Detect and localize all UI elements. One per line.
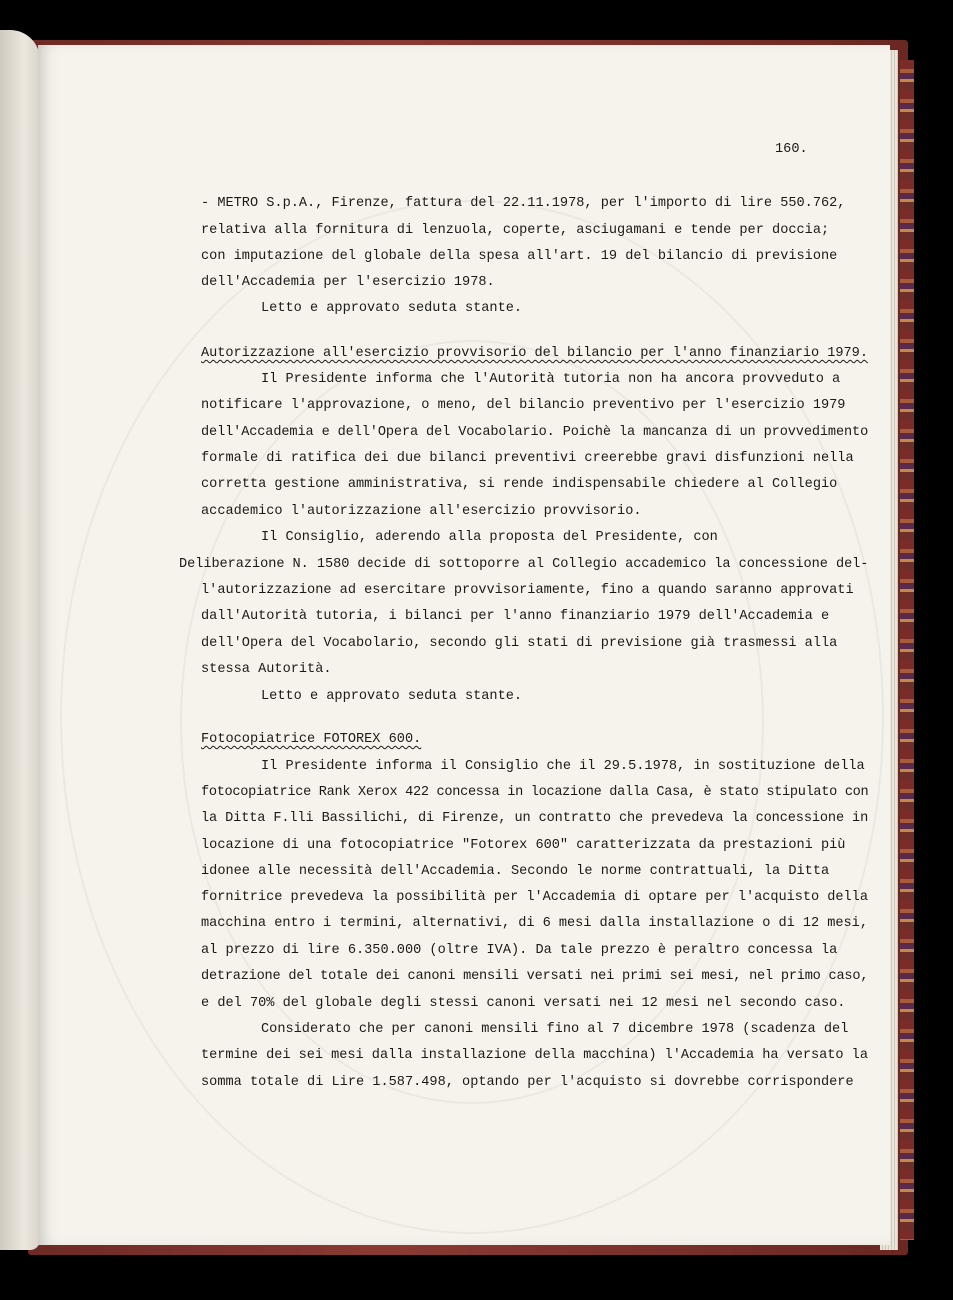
autorizzazione-line-1: Il Presidente informa che l'Autorità tutoria non ha ancora provveduto a: [261, 372, 841, 387]
fotocopiatrice-line-7: macchina entro i termini, alternativi, di 6 mesi dalla installazione o di 12 mesi,: [201, 916, 868, 931]
autorizzazione-approved: Letto e approvato seduta stante.: [261, 689, 523, 704]
fotocopiatrice-line-9: detrazione del totale dei canoni mensili versati nei primi sei mesi, nel primo caso,: [201, 969, 869, 984]
metro-approved: Letto e approvato seduta stante.: [261, 301, 523, 316]
fotocopiatrice-line-11: Considerato che per canoni mensili fino al 7 dicembre 1978 (scadenza del: [261, 1022, 849, 1037]
autorizzazione-line-6: accademico l'autorizzazione all'esercizio provvisorio.: [201, 504, 642, 519]
page-number: 160.: [775, 142, 808, 157]
fotocopiatrice-heading: Fotocopiatrice FOTOREX 600.: [201, 732, 422, 747]
fotocopiatrice-line-5: idonee alle necessità dell'Accademia. Secondo le norme contrattuali, la Ditta: [201, 864, 830, 879]
autorizzazione-line-4: formale di ratifica dei due bilanci preventivi creerebbe gravi disfunzioni nella: [201, 451, 854, 466]
fotocopiatrice-line-3: la Ditta F.lli Bassilichi, di Firenze, un contratto che prevedeva la concessione in: [201, 811, 869, 826]
autorizzazione-line-9: l'autorizzazione ad esercitare provvisoriamente, fino a quando saranno approvati: [201, 583, 854, 598]
autorizzazione-line-5: corretta gestione amministrativa, si rende indispensabile chiedere al Collegio: [201, 477, 838, 492]
autorizzazione-line-10: dall'Autorità tutoria, i bilanci per l'anno finanziario 1979 dell'Accademia e: [201, 609, 830, 624]
autorizzazione-line-12: stessa Autorità.: [201, 662, 332, 677]
autorizzazione-line-2: notificare l'approvazione, o meno, del bilancio preventivo per l'esercizio 1979: [201, 398, 846, 413]
autorizzazione-line-3: dell'Accademia e dell'Opera del Vocabolario. Poichè la mancanza di un provvedimento: [201, 425, 869, 440]
fotocopiatrice-line-6: fornitrice prevedeva la possibilità per l'Accademia di optare per l'acquisto della: [201, 890, 868, 905]
fotocopiatrice-line-2: fotocopiatrice Rank Xerox 422 concessa in locazione dalla Casa, è stato stipulato con: [201, 785, 869, 800]
fotocopiatrice-line-1: Il Presidente informa il Consiglio che il 29.5.1978, in sostituzione della: [261, 759, 865, 774]
autorizzazione-line-11: dell'Opera del Vocabolario, secondo gli stati di previsione già trasmessi alla: [201, 636, 838, 651]
fotocopiatrice-line-10: e del 70% del globale degli stessi canoni versati nei 12 mesi nel secondo caso.: [201, 996, 846, 1011]
autorizzazione-heading: Autorizzazione all'esercizio provvisorio del bilancio per l'anno finanziario 1979.: [201, 346, 868, 361]
metro-line-1: - METRO S.p.A., Firenze, fattura del 22.11.1978, per l'importo di lire 550.762,: [201, 196, 846, 211]
autorizzazione-line-7: Il Consiglio, aderendo alla proposta del Presidente, con: [261, 530, 718, 545]
autorizzazione-line-8: Deliberazione N. 1580 decide di sottoporre al Collegio accademico la concessione del-: [179, 557, 869, 572]
fotocopiatrice-line-4: locazione di una fotocopiatrice "Fotorex 600" caratterizzata da prestazioni più: [201, 838, 846, 853]
metro-line-4: dell'Accademia per l'esercizio 1978.: [201, 275, 495, 290]
fotocopiatrice-line-8: al prezzo di lire 6.350.000 (oltre IVA). Da tale prezzo è peraltro concessa la: [201, 943, 838, 958]
fotocopiatrice-line-12: termine dei sei mesi dalla installazione della macchina) l'Accademia ha versato la: [201, 1048, 868, 1063]
fotocopiatrice-line-13: somma totale di Lire 1.587.498, optando per l'acquisto si dovrebbe corrispondere: [201, 1075, 854, 1090]
metro-line-3: con imputazione del globale della spesa all'art. 19 del bilancio di previsione: [201, 249, 838, 264]
metro-line-2: relativa alla fornitura di lenzuola, coperte, asciugamani e tende per doccia;: [201, 223, 830, 238]
